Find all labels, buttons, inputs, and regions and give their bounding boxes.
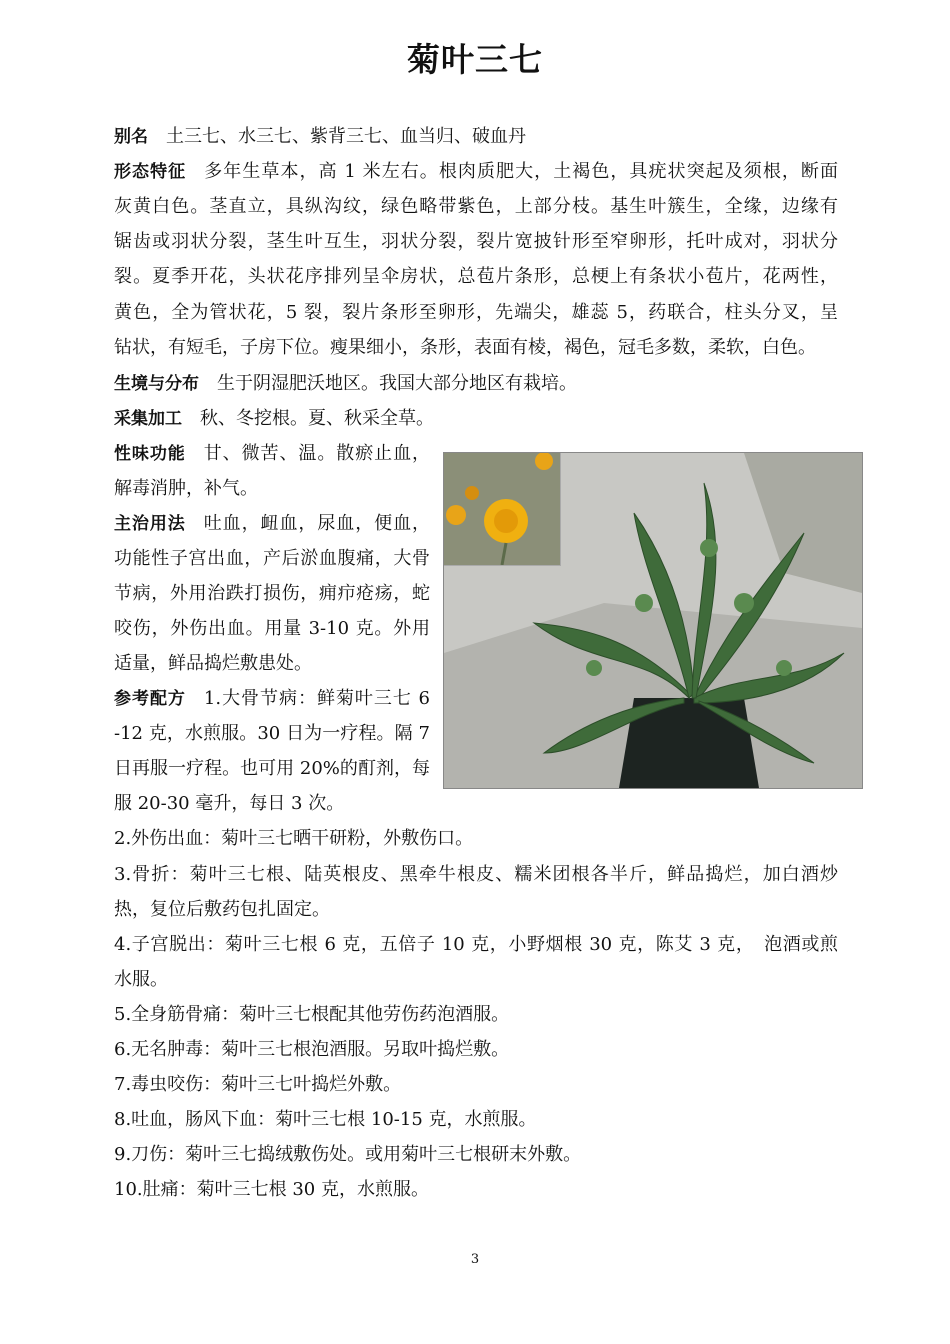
morphology-line-2: 灰黄白色。茎直立，具纵沟纹，绿色略带紫色，上部分枝。基生叶簇生，全缘，边缘有 <box>114 196 838 217</box>
habitat-label: 生境与分布 <box>114 374 199 394</box>
properties-line-2: 解毒消肿，补气。 <box>114 478 258 499</box>
formulas-line-2: -12 克，水煎服。30 日为一疗程。隔 7 <box>114 723 430 744</box>
morphology-line-4: 裂。夏季开花，头状花序排列呈伞房状，总苞片条形，总梗上有条状小苞片，花两性， <box>114 266 838 287</box>
morphology-line-6: 钻状，有短毛，子房下位。瘦果细小，条形，表面有棱，褐色，冠毛多数，柔软，白色。 <box>114 337 816 358</box>
usage-text: 吐血，衄血，尿血，便血， <box>203 513 430 534</box>
formula-item-6: 6.无名肿毒：菊叶三七根泡酒服。另取叶捣烂敷。 <box>114 1039 510 1060</box>
formula-item-3-cont: 热，复位后敷药包扎固定。 <box>114 899 330 920</box>
formula-item-4-cont: 水服。 <box>114 969 168 990</box>
formula-item-8: 8.吐血，肠风下血：菊叶三七根 10-15 克，水煎服。 <box>114 1109 537 1130</box>
formula-item-9: 9.刀伤：菊叶三七捣绒敷伤处。或用菊叶三七根研末外敷。 <box>114 1144 582 1165</box>
harvest-line <box>114 401 434 436</box>
alias-line <box>114 119 526 154</box>
usage-label: 主治用法 <box>114 514 186 534</box>
formulas-text: 1.大骨节病：鲜菊叶三七 6 <box>203 688 430 709</box>
properties-text: 甘、微苦、温。散瘀止血， <box>203 443 430 464</box>
habitat-line <box>114 366 577 401</box>
flower-inset <box>444 453 561 566</box>
usage-line-5: 适量，鲜品捣烂敷患处。 <box>114 653 312 674</box>
formula-item-2: 2.外伤出血：菊叶三七晒干研粉，外敷伤口。 <box>114 828 474 849</box>
alias-label: 别名 <box>114 127 148 147</box>
harvest-label: 采集加工 <box>114 409 182 429</box>
page-title: 菊叶三七 <box>407 40 543 79</box>
morphology-line-3: 锯齿或羽状分裂，茎生叶互生，羽状分裂，裂片宽披针形至窄卵形，托叶成对，羽状分 <box>114 231 838 252</box>
usage-line-4: 咬伤，外伤出血。用量 3-10 克。外用 <box>114 618 430 639</box>
morphology-line-5: 黄色，全为管状花，5 裂，裂片条形至卵形，先端尖，雄蕊 5，药联合，柱头分叉，呈 <box>114 302 838 323</box>
formulas-line-1 <box>114 681 430 716</box>
usage-line-2: 功能性子宫出血，产后淤血腹痛，大骨 <box>114 548 430 569</box>
morphology-label: 形态特征 <box>114 162 187 182</box>
formula-item-10: 10.肚痛：菊叶三七根 30 克，水煎服。 <box>114 1179 429 1200</box>
page-number: 3 <box>470 1252 480 1267</box>
properties-label: 性味功能 <box>114 444 186 464</box>
formulas-line-3: 日再服一疗程。也可用 20%的酊剂，每 <box>114 758 430 779</box>
morphology-text: 多年生草本，高 1 米左右。根肉质肥大，土褐色，具疣状突起及须根，断面 <box>204 161 838 182</box>
properties-line-1 <box>114 436 430 471</box>
alias-text: 土三七、水三七、紫背三七、血当归、破血丹 <box>166 126 526 147</box>
plant-photo <box>443 452 863 789</box>
harvest-text: 秋、冬挖根。夏、秋采全草。 <box>200 408 434 429</box>
formulas-line-4: 服 20-30 毫升，每日 3 次。 <box>114 793 345 814</box>
usage-line-1 <box>114 506 430 541</box>
habitat-text: 生于阴湿肥沃地区。我国大部分地区有栽培。 <box>217 373 577 394</box>
formula-item-3: 3.骨折：菊叶三七根、陆英根皮、黑牵牛根皮、糯米团根各半斤，鲜品捣烂，加白酒炒 <box>114 864 838 885</box>
formula-item-4: 4.子宫脱出：菊叶三七根 6 克，五倍子 10 克，小野烟根 30 克，陈艾 3 克， 泡酒或煎 <box>114 934 838 955</box>
usage-line-3: 节病，外用治跌打损伤，痈疖疮疡，蛇 <box>114 583 430 604</box>
formulas-label: 参考配方 <box>114 689 186 709</box>
formula-item-7: 7.毒虫咬伤：菊叶三七叶捣烂外敷。 <box>114 1074 402 1095</box>
formula-item-5: 5.全身筋骨痛：菊叶三七根配其他劳伤药泡酒服。 <box>114 1004 510 1025</box>
morphology-line-1 <box>114 154 838 189</box>
flower-illustration <box>444 453 560 565</box>
